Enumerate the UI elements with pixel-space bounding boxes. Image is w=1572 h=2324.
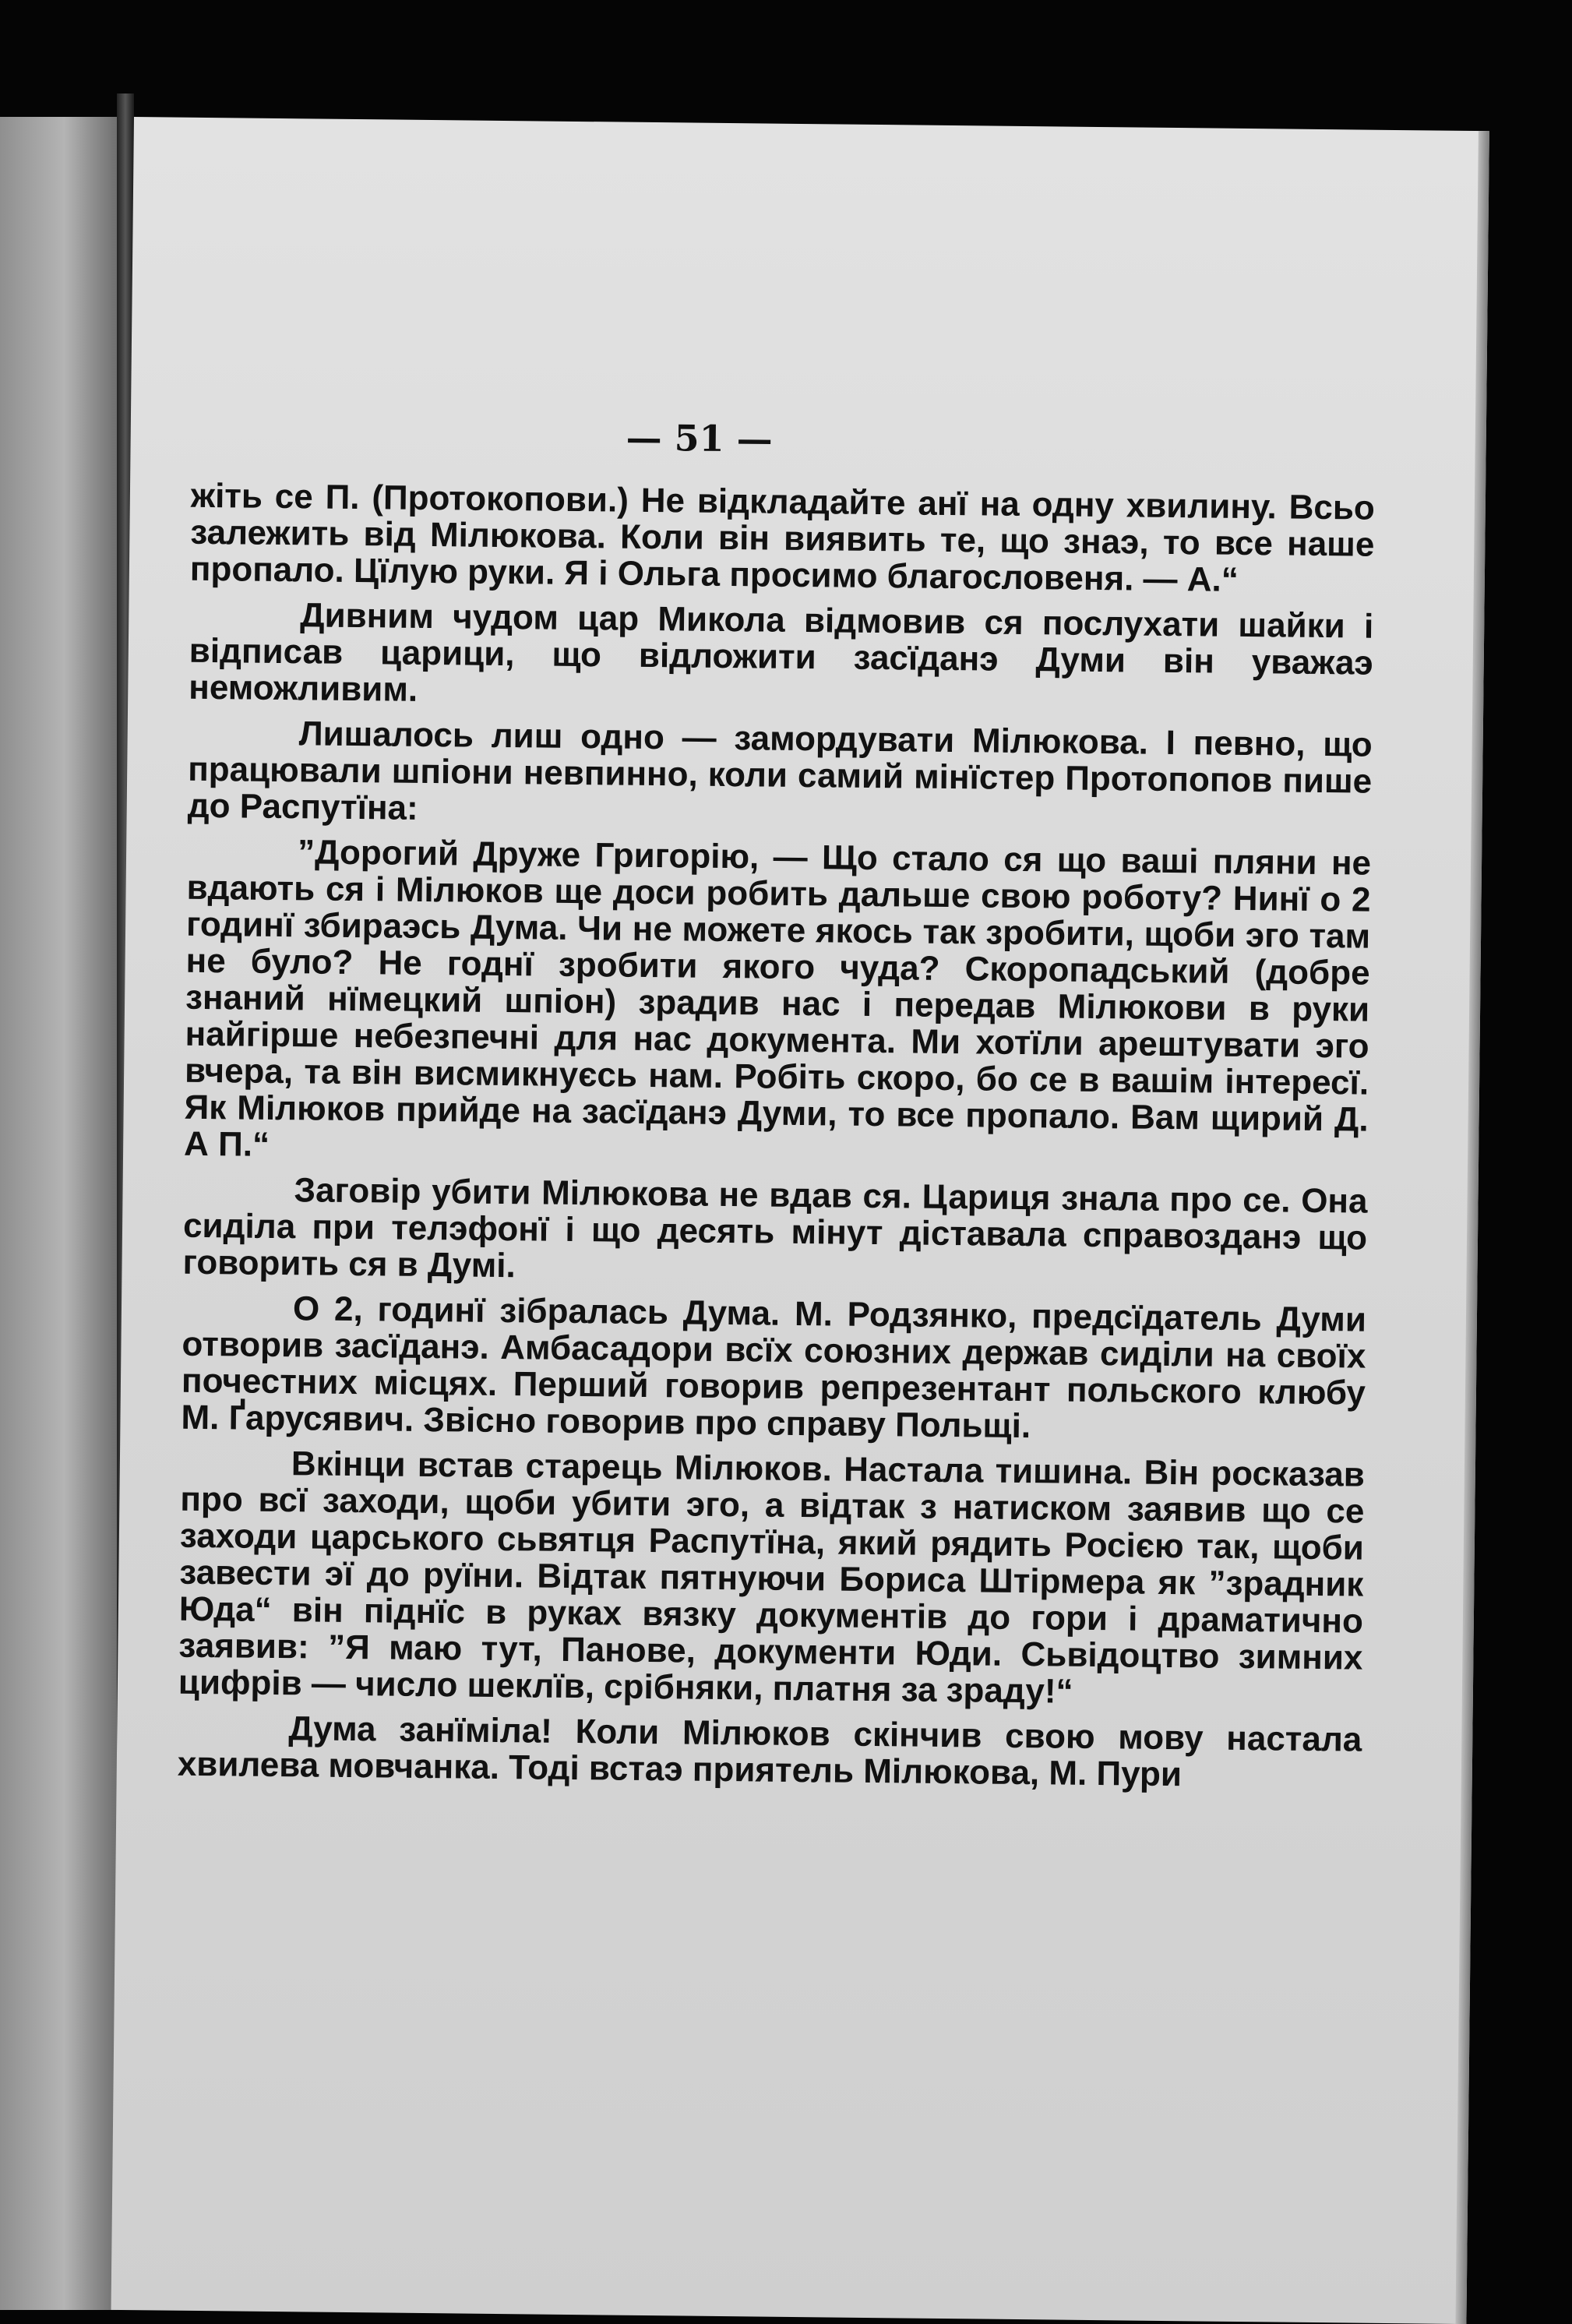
book-page bbox=[111, 117, 1489, 2324]
paragraph-6: О 2, годинї зібралась Дума. М. Родзянко, предсїдатель Думи отворив засїданэ. Амбасадори всїх союзних держав сиділи на своїх почестних місцях. Перший говорив репрезентант польского клюбу М. Ґарусявич. Звісно говорив про справу Польщі. bbox=[181, 1289, 1367, 1446]
paragraph-1: жіть се П. (Протокопови.) Не відкладайте анї на одну хвилину. Всьо залежить від Мілюкова. Коли він виявить те, що знаэ, то все наше пропало. Цїлую руки. Я і Ольга просимо благословеня. — А.“ bbox=[189, 476, 1376, 599]
paragraph-2: Дивним чудом цар Микола відмовив ся послухати шайки і відписав царици, що відложити засїданэ Думи він уважаэ неможливим. bbox=[189, 596, 1374, 709]
page-body bbox=[178, 478, 1376, 1804]
paragraph-8: Дума занїміла! Коли Мілюков скінчив свою мову настала хвилева мовчанка. Тоді встаэ приятель Мілюкова, М. Пури bbox=[177, 1709, 1362, 1794]
paragraph-3: Лишалось лиш одно — замордувати Мілюкова. І певно, що працювали шпіони невпинно, коли самий мінїстер Протопопов пише до Распутїна: bbox=[187, 714, 1373, 827]
page-number: — 51 — bbox=[626, 416, 774, 460]
page-right-edge bbox=[1455, 131, 1489, 2324]
paragraph-5: Заговір убити Мілюкова не вдав ся. Цариця знала про се. Она сиділа при телэфонї і що десять мінут діставала справозданэ що говорить ся в Думі. bbox=[182, 1171, 1368, 1285]
paragraph-7: Вкінци встав старець Мілюков. Настала тишина. Він росказав про всї заходи, щоби убити эго, а відтак з натиском заявив що се заходи царського сьвятця Распутїна, який рядить Росією так, щоби завести эї до руїни. Відтак пятнуючи Бориса Штірмера як ”зрадник Юда“ він піднїс в руках вязку документів до гори і драматично заявив: ”Я маю тут, Панове, документи Юди. Сьвідоцтво зимних цифрів — число шеклїв, срібняки, платня за зраду!“ bbox=[178, 1444, 1366, 1711]
paragraph-letter: ”Дорогий Друже Григорію, — Що стало ся що ваші пляни не вдають ся і Мілюков ще доси робить дальше свою роботу? Нинї о 2 годинї збираэсь Дума. Чи не можете якось так зробити, щоби эго там не було? Не годнї зробити якого чуда? Скоропадський (добре знаний нїмецкий шпіон) зрадив нас і передав Мілюкови в руки найгірше небезпечні для нас документа. Ми хотїли арештувати эго вчера, та він висмикнуєсь нам. Робіть скоро, бо се в вашім інтересї. Як Мілюков прийде на засїданэ Думи, то все пропало. Вам щирий Д. А П.“ bbox=[183, 833, 1372, 1164]
